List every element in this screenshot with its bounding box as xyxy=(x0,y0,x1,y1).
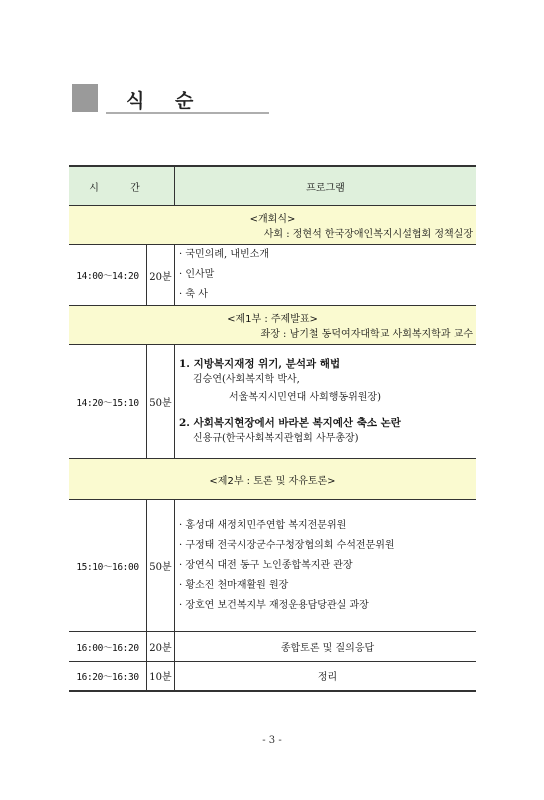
opening-host: 사회 : 정현석 한국장애인복지시설협회 정책실장 xyxy=(263,229,473,240)
row-time: 16:00～16:20 xyxy=(69,632,147,662)
row-program: 종합토론 및 질의응답 xyxy=(175,632,477,662)
heading-underline xyxy=(106,112,269,114)
list-item: · 황소진 천마재활원 원장 xyxy=(179,579,289,591)
row-duration: 20분 xyxy=(147,245,175,306)
row-time: 15:10～16:00 xyxy=(69,500,147,632)
table-row xyxy=(69,345,476,459)
list-item: · 국민의례, 내빈소개 xyxy=(179,249,269,260)
list-item: · 장연식 대전 동구 노인종합복지관 관장 xyxy=(179,559,353,571)
header-time: 시 간 xyxy=(69,166,175,206)
part1-chair: 좌장 : 남기철 동덕여자대학교 사회복지학과 교수 xyxy=(260,329,473,340)
row-duration: 10분 xyxy=(147,662,175,691)
talk-speaker: 김승연(사회복지학 박사, xyxy=(193,373,300,385)
heading-marker-square xyxy=(72,84,98,112)
list-item: · 인사말 xyxy=(179,269,215,280)
list-item: · 구정태 전국시장군수구청장협의회 수석전문위원 xyxy=(179,539,395,551)
program-schedule-table xyxy=(69,165,476,692)
part1-section-row xyxy=(69,306,476,345)
opening-title: <개회식> xyxy=(249,214,296,225)
heading-title: 식 순 xyxy=(126,90,206,112)
row-program xyxy=(175,245,477,306)
row-program: 정리 xyxy=(175,662,477,691)
part1-title: <제1부 : 주제발표> xyxy=(227,314,318,325)
page-number: - 3 - xyxy=(262,735,282,746)
talk-speaker-affiliation: 서울복지시민연대 사회행동위원장) xyxy=(229,391,381,403)
row-program xyxy=(175,500,477,632)
table-row xyxy=(69,245,476,306)
talk-speaker: 신용규(한국사회복지관협회 사무총장) xyxy=(193,432,359,444)
row-duration: 50분 xyxy=(147,500,175,632)
list-item: · 장호연 보건복지부 재정운용담당관실 과장 xyxy=(179,599,369,611)
table-row xyxy=(69,662,476,691)
talk-title: 2. 사회복지현장에서 바라본 복지예산 축소 논란 xyxy=(179,416,401,429)
opening-section-row xyxy=(69,206,476,245)
row-duration: 20분 xyxy=(147,632,175,662)
table-header-row xyxy=(69,166,476,206)
row-duration: 50분 xyxy=(147,345,175,459)
header-program: 프로그램 xyxy=(175,166,477,206)
row-program xyxy=(175,345,477,459)
section-heading xyxy=(72,84,452,114)
table-row xyxy=(69,632,476,662)
part2-title: <제2부 : 토론 및 자유토론> xyxy=(69,459,476,500)
row-time: 16:20～16:30 xyxy=(69,662,147,691)
list-item: · 홍성대 새정치민주연합 복지전문위원 xyxy=(179,519,347,531)
list-item: · 축 사 xyxy=(179,289,208,300)
table-row xyxy=(69,500,476,632)
part2-section-row xyxy=(69,459,476,500)
row-time: 14:20～15:10 xyxy=(69,345,147,459)
row-time: 14:00～14:20 xyxy=(69,245,147,306)
talk-title: 1. 지방복지재정 위기, 분석과 해법 xyxy=(179,357,341,370)
